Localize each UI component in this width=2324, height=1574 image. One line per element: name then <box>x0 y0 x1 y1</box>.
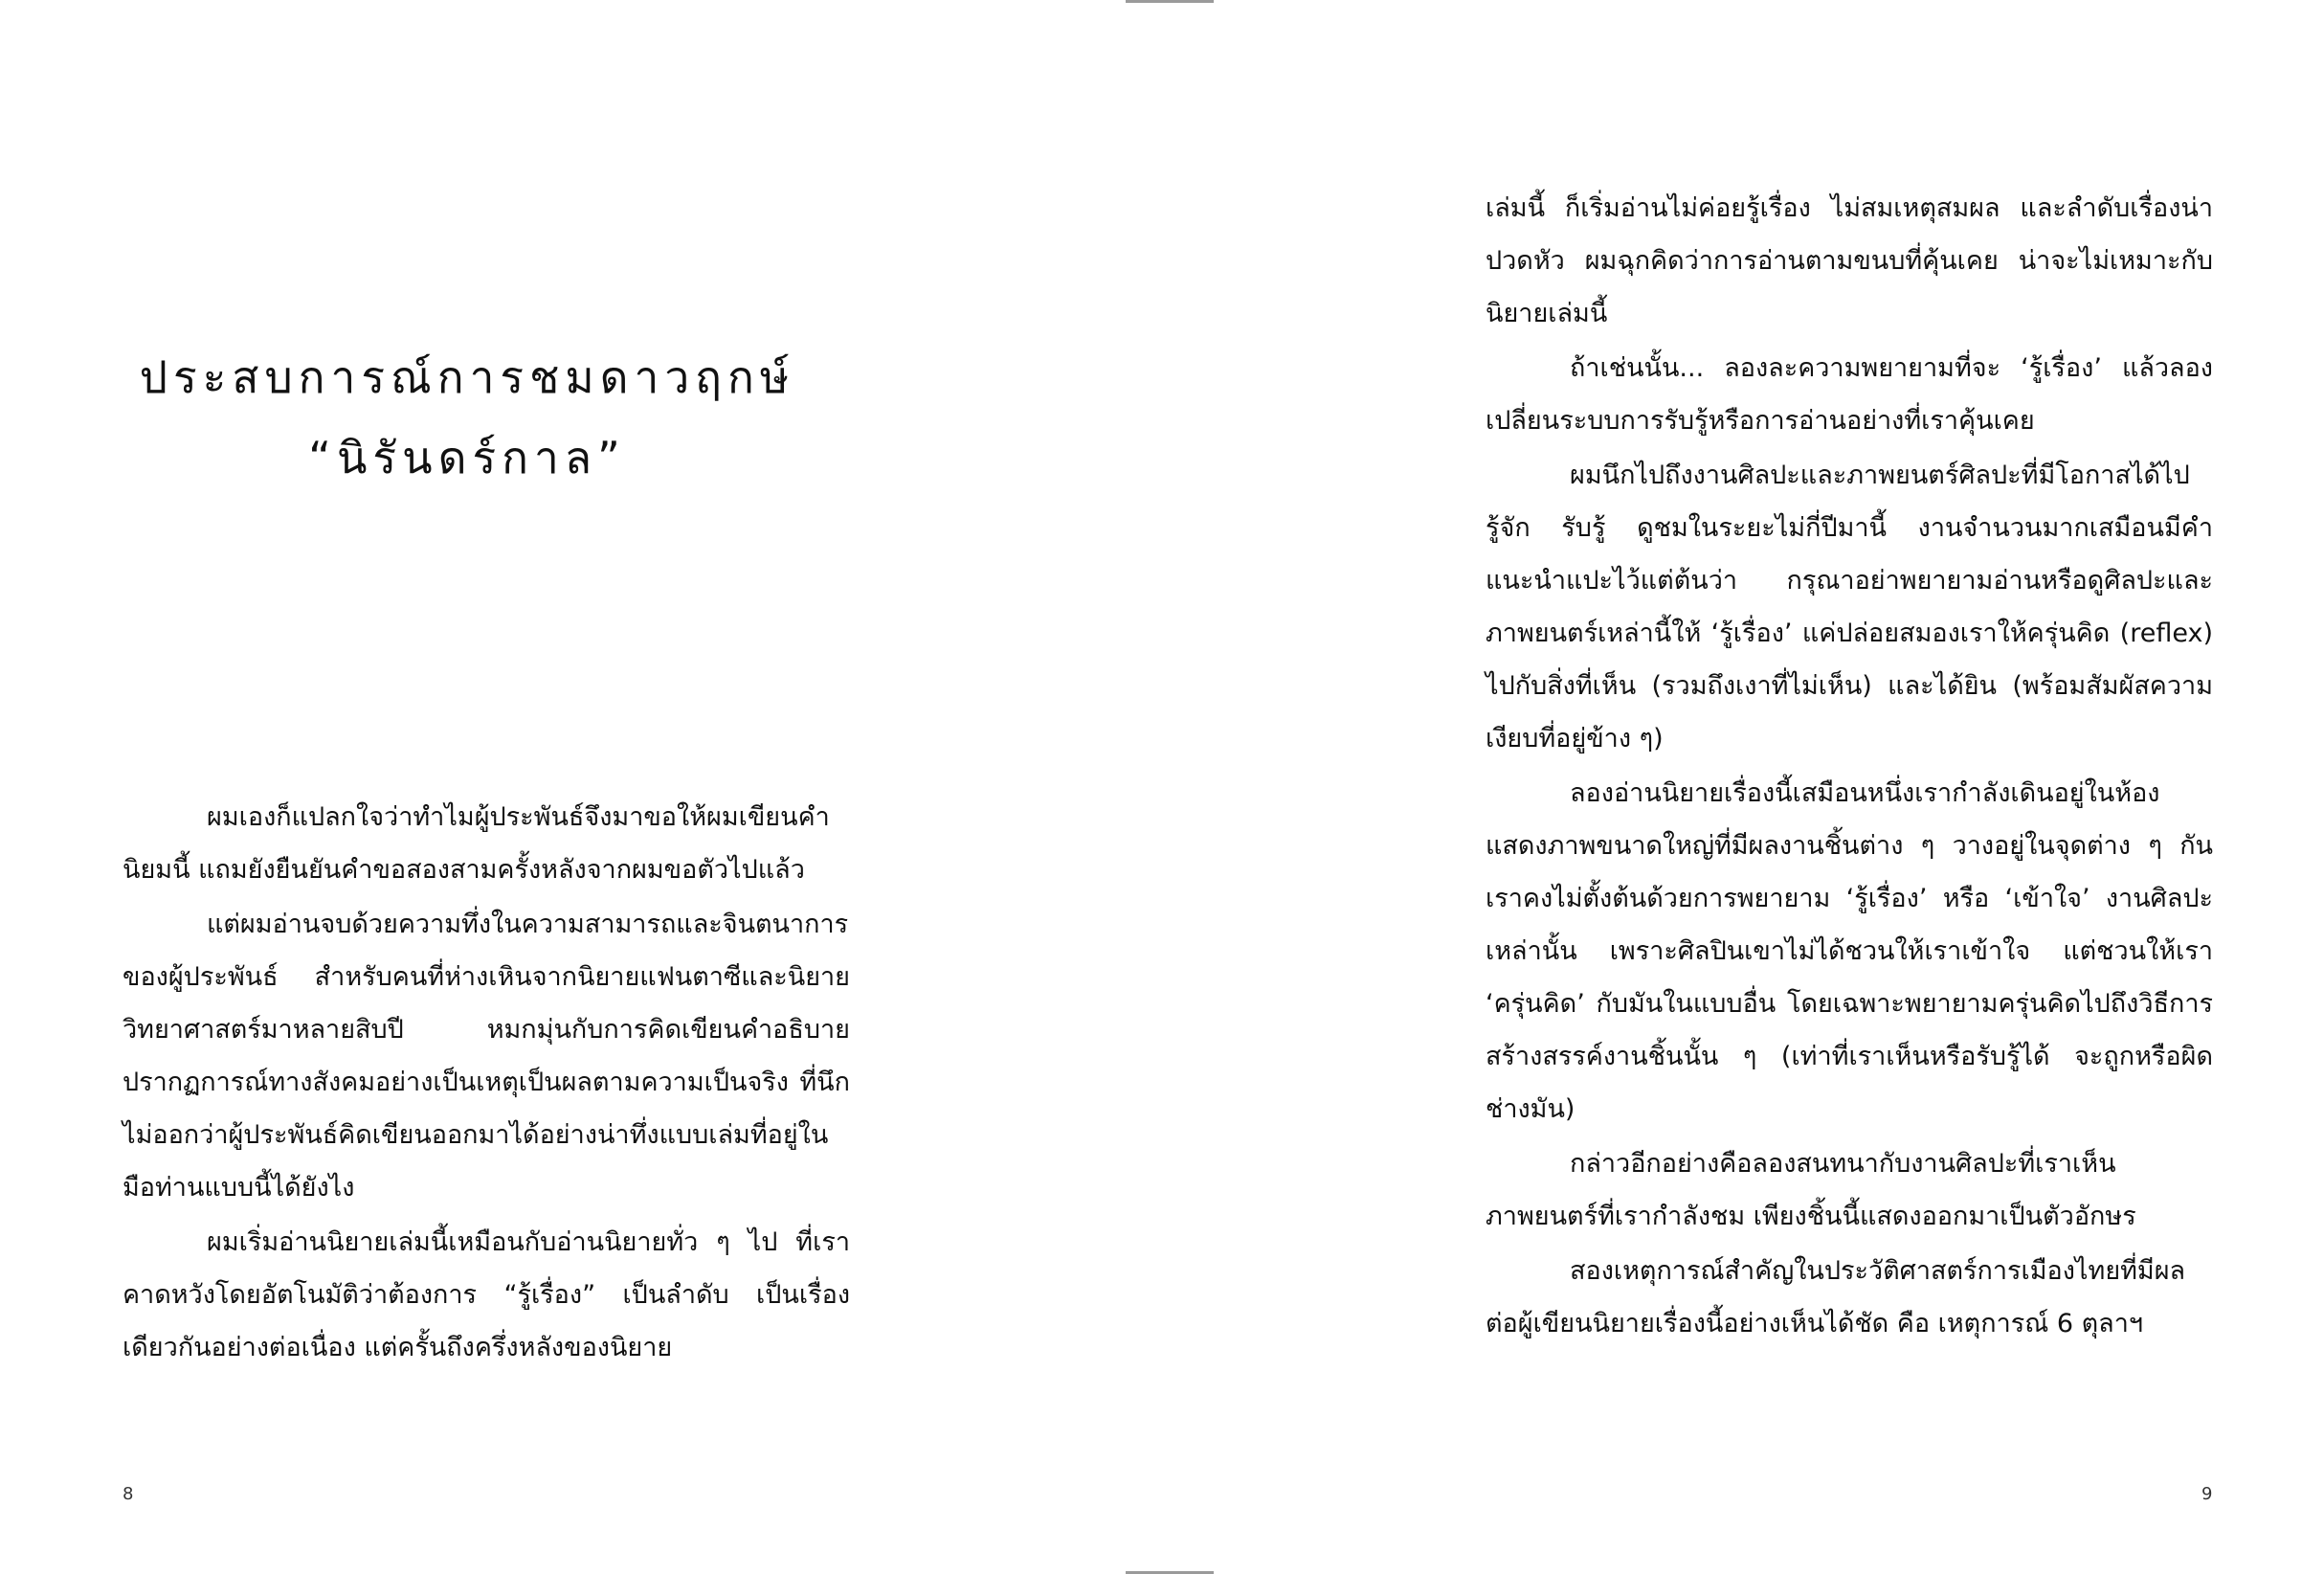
paragraph: แต่ผมอ่านจบด้วยความทึ่งในความสามารถและจินตนาการของผู้ประพันธ์ สำหรับคนที่ห่างเหินจากนิยายแฟนตาซีและนิยายวิทยาศาสตร์มาหลายสิบปี หมกมุ่นกับการคิดเขียนคำอธิบายปรากฏการณ์ทางสังคมอย่างเป็นเหตุเป็นผลตามความเป็นจริง ที่นึกไม่ออกว่าผู้ประพันธ์คิดเขียนออกมาได้อย่างน่าทึ่งแบบเล่มที่อยู่ในมือท่านแบบนี้ได้ยังไง <box>123 910 850 1203</box>
chapter-title <box>123 337 812 498</box>
chapter-title-line-1: ประสบการณ์การชมดาวฤกษ์ <box>139 351 795 403</box>
paragraph: ถ้าเช่นนั้น... ลองละความพยายามที่จะ ‘รู้เรื่อง’ แล้วลองเปลี่ยนระบบการรับรู้หรือการอ่านอย่างที่เราคุ้นเคย <box>1486 353 2213 436</box>
paragraph: กล่าวอีกอย่างคือลองสนทนากับงานศิลปะที่เราเห็น ภาพยนตร์ที่เรากำลังชม เพียงชิ้นนี้แสดงออกมาเป็นตัวอักษร <box>1486 1149 2136 1231</box>
left-page-body <box>123 791 850 1376</box>
right-page-body <box>1486 182 2213 1352</box>
page-number-right: 9 <box>2201 1484 2213 1504</box>
paragraph: ลองอ่านนิยายเรื่องนี้เสมือนหนึ่งเรากำลังเดินอยู่ในห้องแสดงภาพขนาดใหญ่ที่มีผลงานชิ้นต่าง ๆ วางอยู่ในจุดต่าง ๆ กัน เราคงไม่ตั้งต้นด้วยการพยายาม ‘รู้เรื่อง’ หรือ ‘เข้าใจ’ งานศิลปะเหล่านั้น เพราะศิลปินเขาไม่ได้ชวนให้เราเข้าใจ แต่ชวนให้เรา ‘ครุ่นคิด’ กับมันในแบบอื่น โดยเฉพาะพยายามครุ่นคิดไปถึงวิธีการสร้างสรรค์งานชิ้นนั้น ๆ (เท่าที่เราเห็นหรือรับรู้ได้ จะถูกหรือผิด ช่างมัน) <box>1486 778 2213 1124</box>
paragraph: ผมเริ่มอ่านนิยายเล่มนี้เหมือนกับอ่านนิยายทั่ว ๆ ไป ที่เราคาดหวังโดยอัตโนมัติว่าต้องการ “รู้เรื่อง” เป็นลำดับ เป็นเรื่องเดียวกันอย่างต่อเนื่อง แต่ครั้นถึงครึ่งหลังของนิยาย <box>123 1227 850 1362</box>
page-number-left: 8 <box>123 1484 134 1504</box>
paragraph-continuation: เล่มนี้ ก็เริ่มอ่านไม่ค่อยรู้เรื่อง ไม่สมเหตุสมผล และลำดับเรื่องน่าปวดหัว ผมฉุกคิดว่าการอ่านตามขนบที่คุ้นเคย น่าจะไม่เหมาะกับนิยายเล่มนี้ <box>1486 193 2213 328</box>
chapter-title-line-2: “นิรันดร์กาล” <box>308 432 626 483</box>
paragraph: สองเหตุการณ์สำคัญในประวัติศาสตร์การเมืองไทยที่มีผลต่อผู้เขียนนิยายเรื่องนี้อย่างเห็นได้ชัด คือ เหตุการณ์ 6 ตุลาฯ <box>1486 1256 2186 1338</box>
paragraph: ผมนึกไปถึงงานศิลปะและภาพยนตร์ศิลปะที่มีโอกาสได้ไปรู้จัก รับรู้ ดูชมในระยะไม่กี่ปีมานี้ งานจำนวนมากเสมือนมีคำแนะนำแปะไว้แต่ต้นว่า กรุณาอย่าพยายามอ่านหรือดูศิลปะและภาพยนตร์เหล่านี้ให้ ‘รู้เรื่อง’ แค่ปล่อยสมองเราให้ครุ่นคิด (reflex) ไปกับสิ่งที่เห็น (รวมถึงเงาที่ไม่เห็น) และได้ยิน (พร้อมสัมผัสความเงียบที่อยู่ข้าง ๆ) <box>1486 461 2213 753</box>
paragraph: ผมเองก็แปลกใจว่าทำไมผู้ประพันธ์จึงมาขอให้ผมเขียนคำนิยมนี้ แถมยังยืนยันคำขอสองสามครั้งหลังจากผมขอตัวไปแล้ว <box>123 802 830 885</box>
